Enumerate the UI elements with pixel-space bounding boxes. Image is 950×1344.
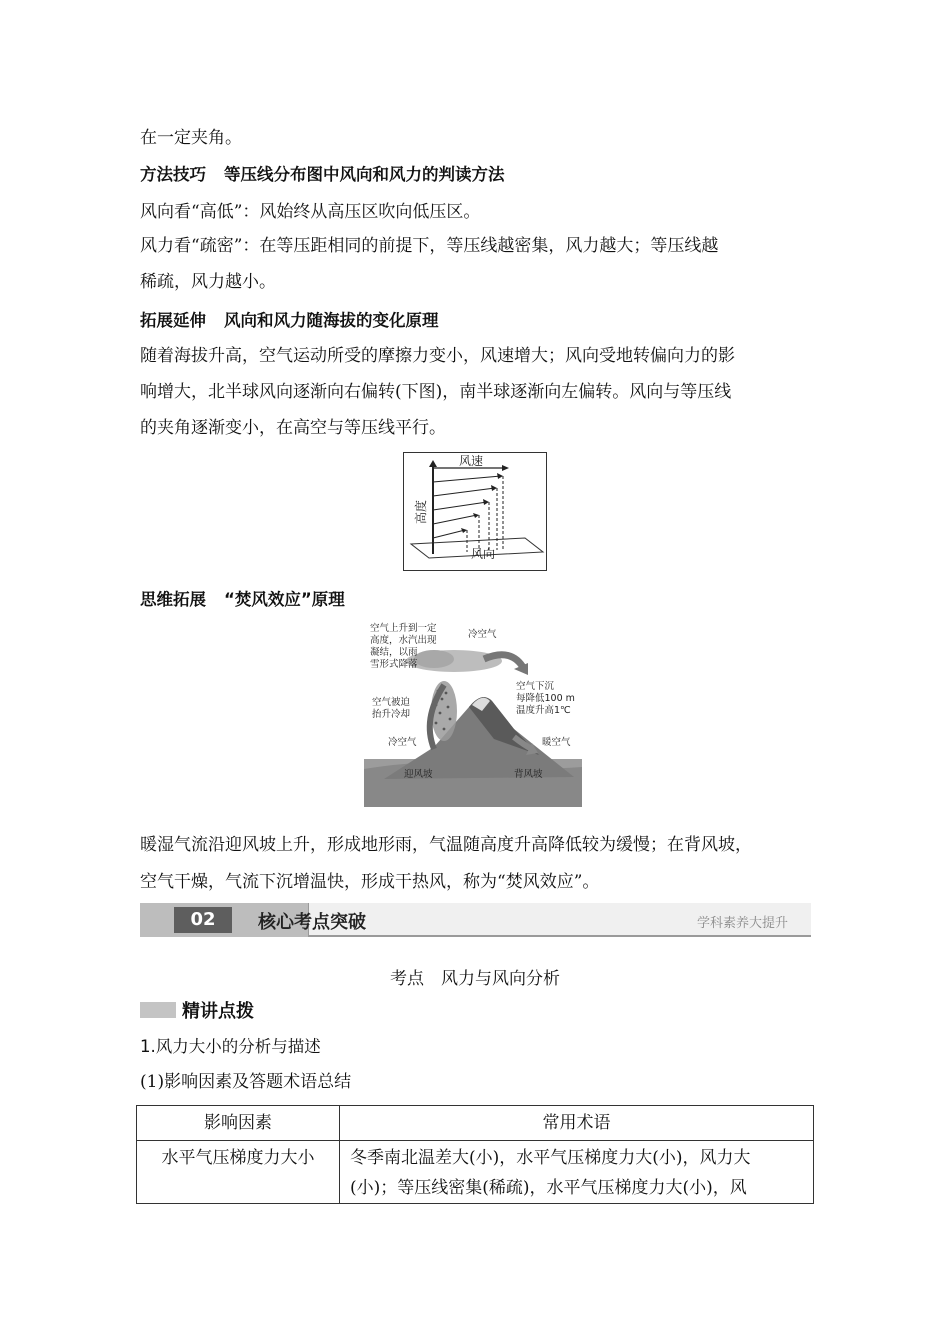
item-heading: 1.风力大小的分析与描述	[140, 1037, 321, 1056]
method-heading-label: 方法技巧	[140, 165, 206, 184]
jingjiang-label: 精讲点拨	[182, 1001, 254, 1022]
text-line: 风向看“高低”：风始终从高压区吹向低压区。	[140, 202, 481, 222]
text-line: 响增大，北半球风向逐渐向右偏转(下图)，南半球逐渐向左偏转。风向与等压线	[140, 382, 732, 402]
wind-speed-label: 风速	[459, 454, 484, 468]
wind-height-diagram	[403, 452, 547, 571]
table-row	[137, 1141, 814, 1204]
cold-air-left-label: 冷空气	[388, 737, 417, 748]
terms-line: (小)；等压线密集(稀疏)，水平气压梯度力大(小)，风	[350, 1178, 747, 1198]
text-line: 在一定夹角。	[140, 128, 242, 148]
extension-heading-title: 风向和风力随海拔的变化原理	[224, 311, 439, 330]
table-cell-factor: 水平气压梯度力大小	[137, 1141, 340, 1204]
rise-text-4: 雪形式降落	[370, 659, 418, 670]
table-header-row	[137, 1106, 814, 1141]
warm-air-label: 暖空气	[542, 737, 571, 748]
rise-text-3: 凝结，以雨	[370, 647, 418, 658]
method-heading	[140, 164, 505, 186]
leeward-label: 背风坡	[514, 769, 543, 780]
banner-title: 核心考点突破	[258, 912, 366, 933]
table-header: 常用术语	[340, 1106, 814, 1141]
windward-label: 迎风坡	[404, 769, 433, 780]
rise-text-2: 高度，水汽出现	[370, 635, 437, 646]
text-line: 稀疏，风力越小。	[140, 272, 276, 292]
banner-subtitle: 学科素养大提升	[696, 916, 788, 931]
terms-table	[136, 1105, 814, 1204]
method-heading-title: 等压线分布图中风向和风力的判读方法	[224, 165, 505, 184]
section-banner	[140, 903, 810, 937]
extension-heading-label: 拓展延伸	[140, 311, 206, 330]
thinking-heading-label: 思维拓展	[140, 590, 206, 609]
wind-direction-label: 风向	[471, 547, 496, 561]
topic-title: 考点 风力与风向分析	[390, 969, 560, 989]
forced-text-1: 空气被迫	[372, 697, 411, 708]
thinking-heading	[140, 589, 345, 611]
text-line: 空气干燥，气流下沉增温快，形成干热风，称为“焚风效应”。	[140, 872, 600, 892]
thinking-heading-title: “焚风效应”原理	[224, 590, 345, 609]
banner-number: 02	[174, 907, 232, 933]
cold-air-top-label: 冷空气	[468, 629, 497, 640]
item-subheading: (1)影响因素及答题术语总结	[140, 1072, 352, 1092]
height-label: 高度	[414, 499, 428, 524]
sink-text-2: 每降低100 m	[516, 693, 575, 704]
terms-line: 冬季南北温差大(小)，水平气压梯度力大(小)，风力大	[350, 1148, 751, 1168]
text-line: 暖湿气流沿迎风坡上升，形成地形雨，气温随高度升高降低较为缓慢；在背风坡，	[140, 835, 752, 855]
text-line: 风力看“疏密”：在等压距相同的前提下，等压线越密集，风力越大；等压线越	[140, 236, 719, 256]
table-header: 影响因素	[137, 1106, 340, 1141]
heading-bar	[140, 1002, 176, 1018]
rise-text-1: 空气上升到一定	[370, 623, 437, 634]
forced-text-2: 抬升冷却	[372, 709, 411, 720]
text-line: 随着海拔升高，空气运动所受的摩擦力变小，风速增大；风向受地转偏向力的影	[140, 346, 735, 366]
sink-text-1: 空气下沉	[516, 681, 555, 692]
foehn-effect-figure	[364, 619, 582, 807]
table-cell-terms	[340, 1141, 814, 1204]
sink-text-3: 温度升高1℃	[516, 705, 571, 716]
text-line: 的夹角逐渐变小，在高空与等压线平行。	[140, 418, 446, 438]
extension-heading	[140, 310, 439, 332]
